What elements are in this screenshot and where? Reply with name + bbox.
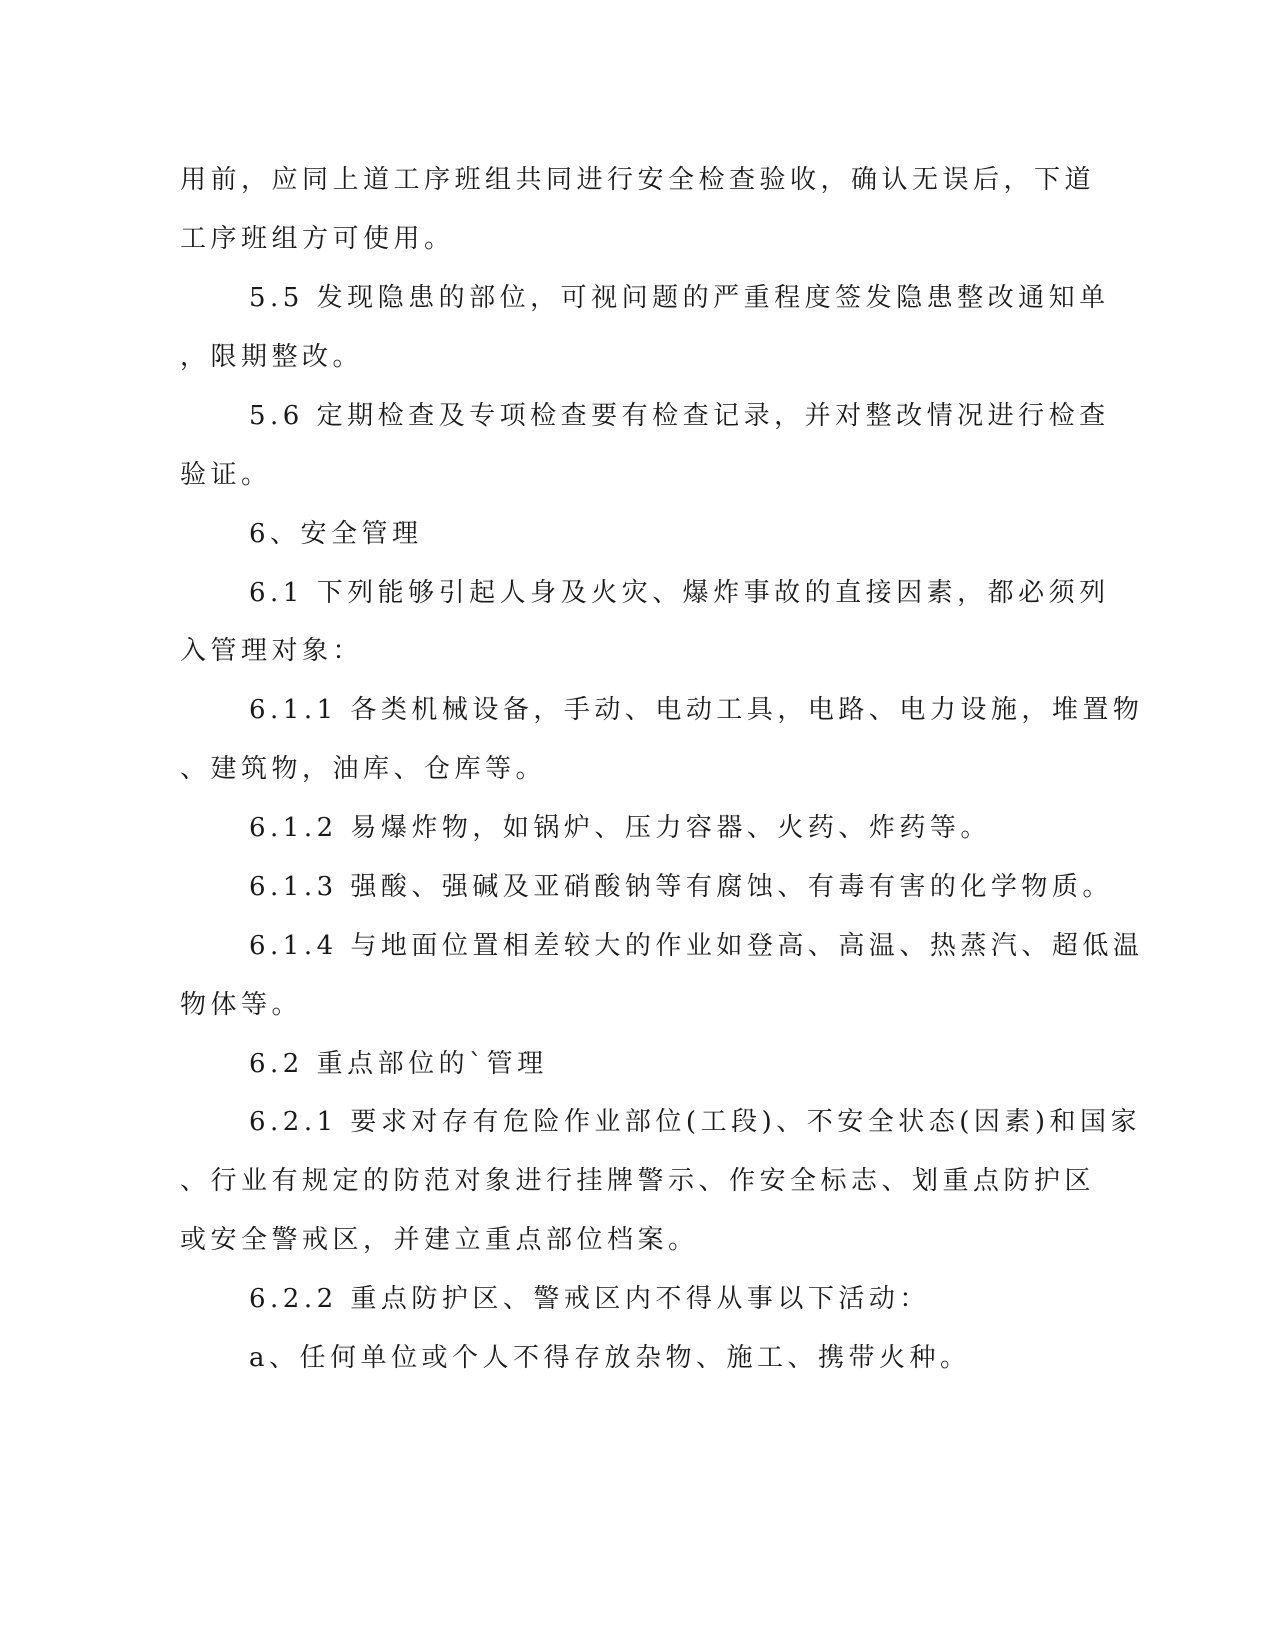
paragraph-line: 6.1 下列能够引起人身及火灾、爆炸事故的直接因素，都必须列 — [249, 578, 1110, 608]
paragraph-line: 、行业有规定的防范对象进行挂牌警示、作安全标志、划重点防护区 — [180, 1166, 1096, 1196]
paragraph-line: 6.2.1 要求对存有危险作业部位(工段)、不安全状态(因素)和国家 — [249, 1107, 1141, 1137]
paragraph-line: 6.1.1 各类机械设备，手动、电动工具，电路、电力设施，堆置物 — [249, 695, 1144, 725]
paragraph-line: 物体等。 — [180, 990, 303, 1020]
paragraph-line: 、建筑物，油库、仓库等。 — [180, 754, 547, 784]
paragraph-line: 6.1.2 易爆炸物，如锅炉、压力容器、火药、炸药等。 — [249, 813, 991, 843]
paragraph-line: 或安全警戒区，并建立重点部位档案。 — [180, 1225, 699, 1255]
paragraph-line: 6.1.4 与地面位置相差较大的作业如登高、高温、热蒸汽、超低温 — [249, 931, 1144, 961]
paragraph-line: 5.5 发现隐患的部位，可视问题的严重程度签发隐患整改通知单 — [249, 283, 1110, 313]
paragraph-line: 5.6 定期检查及专项检查要有检查记录，并对整改情况进行检查 — [249, 401, 1110, 431]
paragraph-line: 6.1.3 强酸、强碱及亚硝酸钠等有腐蚀、有毒有害的化学物质。 — [249, 872, 1113, 902]
subsection-heading: 6.2 重点部位的`管理 — [249, 1049, 548, 1079]
list-item: a、任何单位或个人不得存放杂物、施工、携带火种。 — [249, 1343, 971, 1373]
paragraph-line: 用前，应同上道工序班组共同进行安全检查验收，确认无误后，下道 — [180, 165, 1096, 195]
paragraph-line: ，限期整改。 — [180, 342, 364, 372]
paragraph-line: 验证。 — [180, 460, 272, 490]
paragraph-line: 入管理对象： — [180, 636, 364, 666]
paragraph-line: 工序班组方可使用。 — [180, 224, 455, 254]
section-heading: 6、安全管理 — [249, 519, 423, 549]
paragraph-line: 6.2.2 重点防护区、警戒区内不得从事以下活动： — [249, 1284, 930, 1314]
